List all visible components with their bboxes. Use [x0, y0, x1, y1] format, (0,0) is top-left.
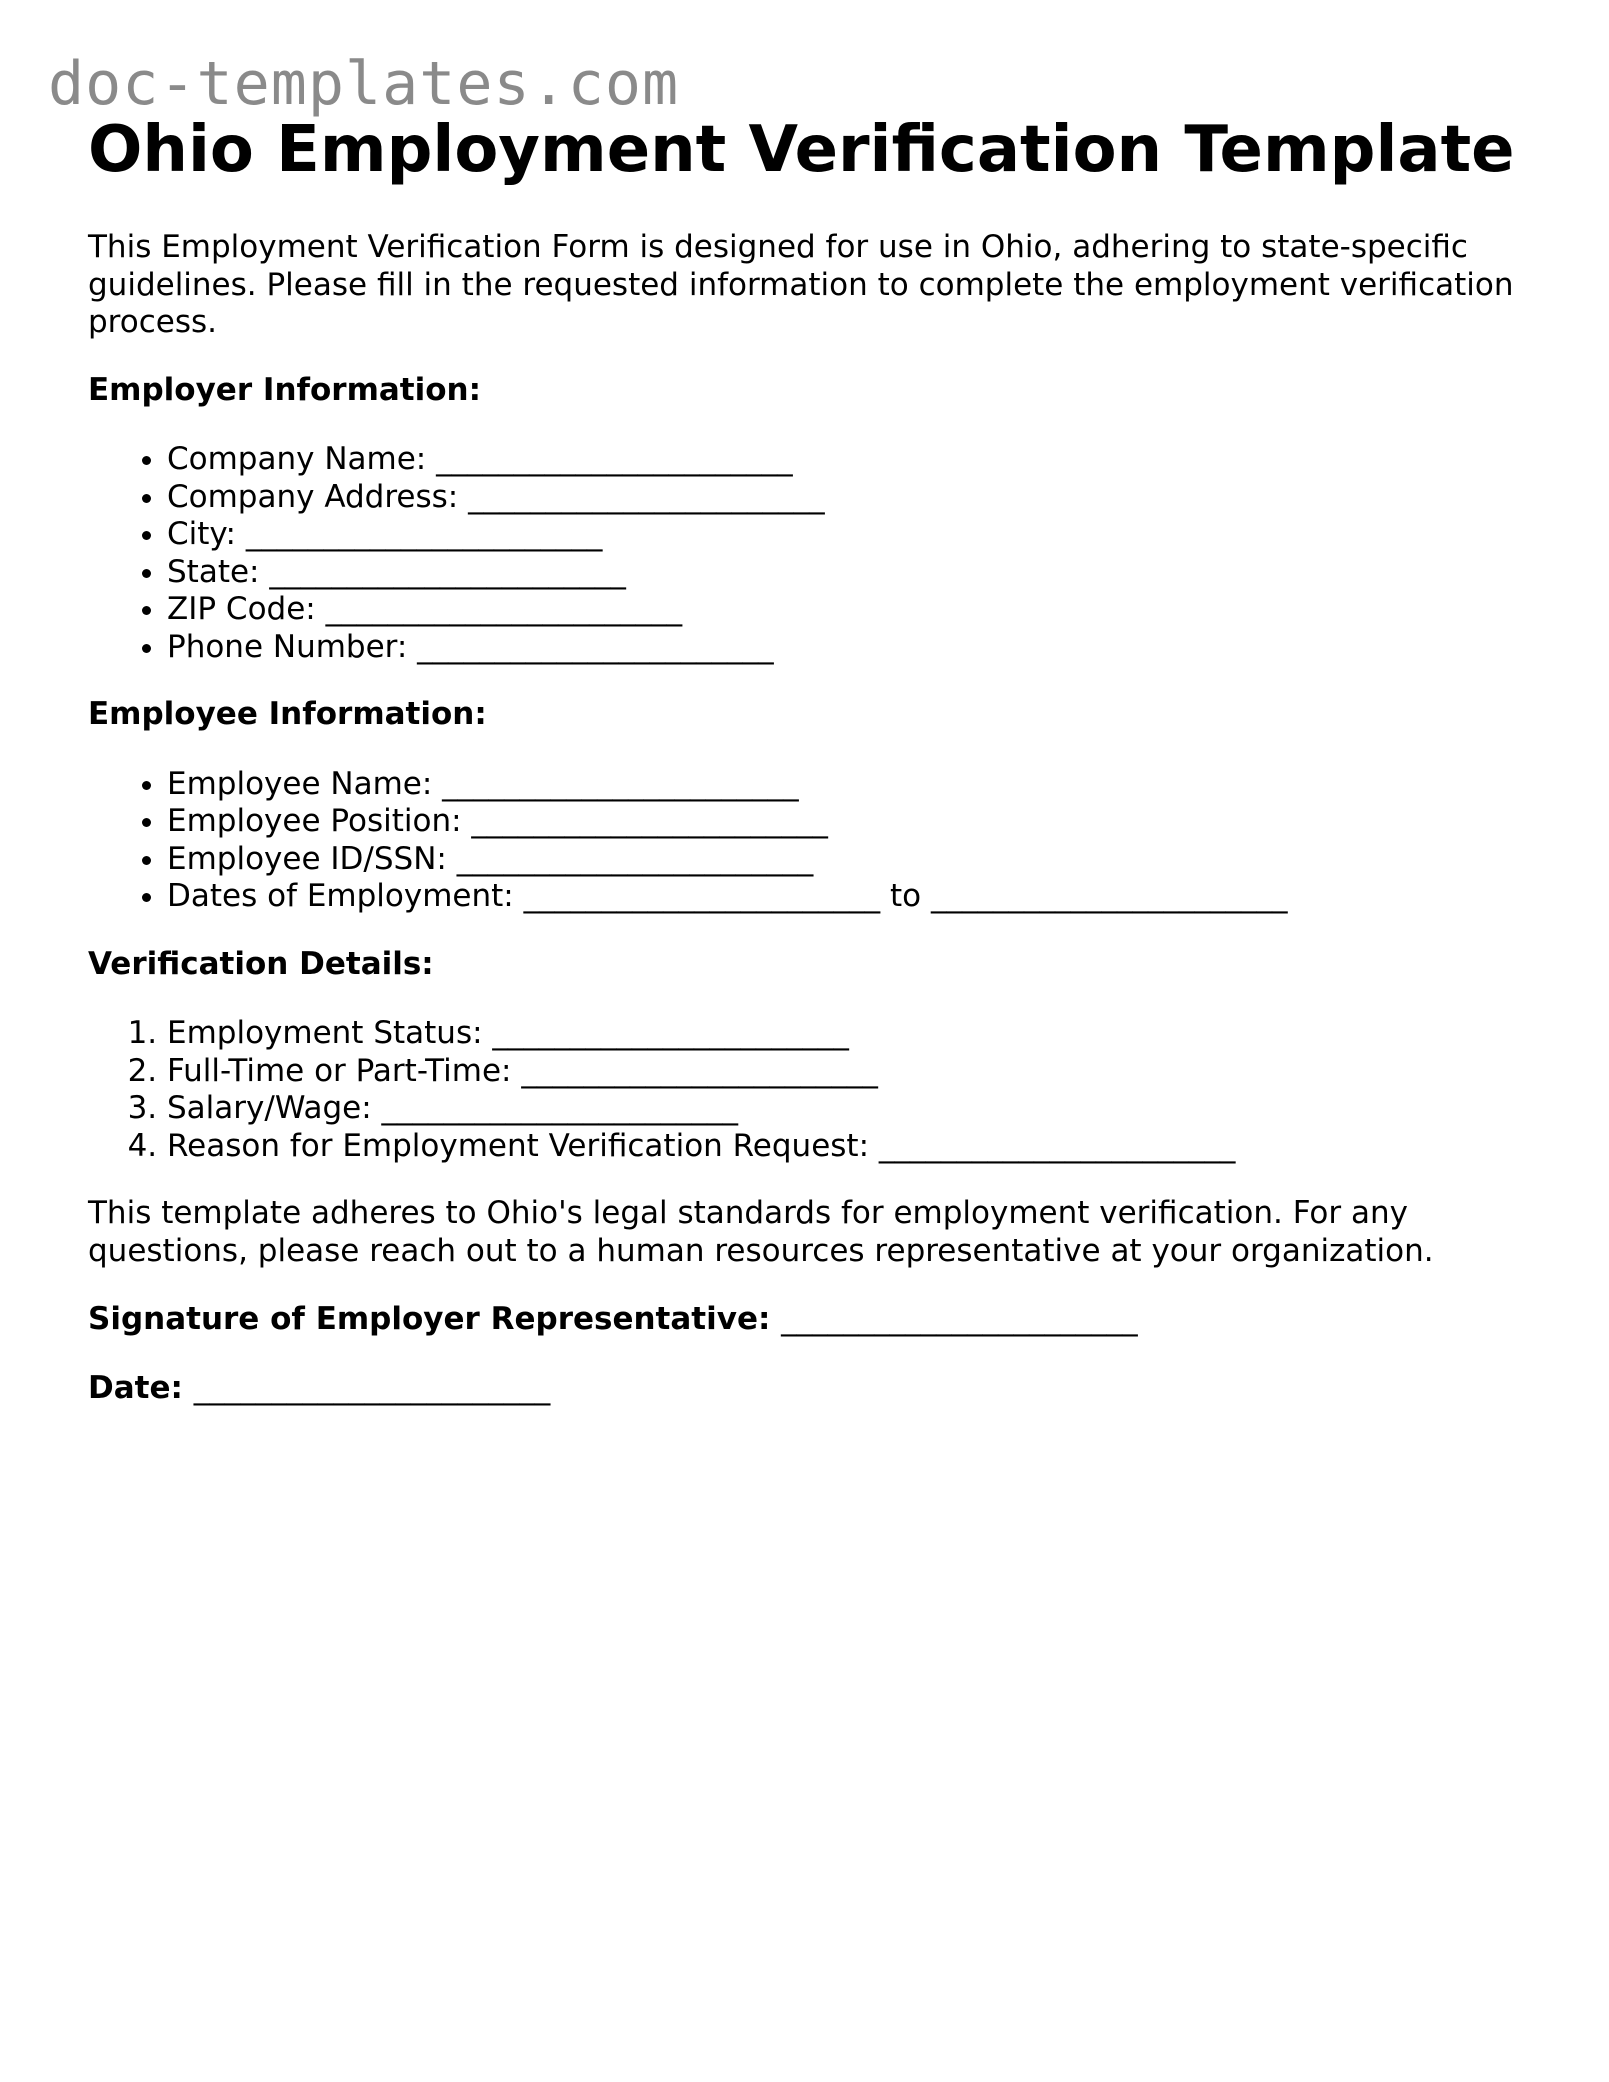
employer-heading: Employer Information:: [88, 371, 482, 408]
field-label: State:: [167, 553, 260, 590]
document-page: [88, 110, 1528, 1407]
page-title: Ohio Employment Verification Template: [88, 113, 1515, 187]
field-label: Phone Number:: [167, 628, 408, 665]
state-field[interactable]: [167, 554, 1528, 592]
employee-heading: Employee Information:: [88, 696, 487, 732]
employee-id-ssn-field[interactable]: [167, 841, 1528, 879]
field-label: ZIP Code:: [167, 591, 316, 627]
watermark: doc-templates.com: [48, 49, 680, 119]
blank-line-start[interactable]: _______________________: [523, 878, 881, 914]
signature-label: Signature of Employer Representative:: [88, 1301, 771, 1337]
blank-line-end[interactable]: _______________________: [930, 878, 1288, 914]
field-label: City:: [167, 516, 236, 552]
salary-wage-field[interactable]: [167, 1090, 1528, 1128]
blank-line[interactable]: _______________________: [193, 1369, 551, 1406]
fulltime-parttime-field[interactable]: [167, 1053, 1528, 1091]
company-name-field[interactable]: [167, 441, 1528, 479]
blank-line[interactable]: _______________________: [468, 478, 825, 515]
verification-heading: Verification Details:: [88, 945, 434, 982]
blank-line[interactable]: _______________________: [381, 1090, 739, 1126]
blank-line[interactable]: _______________________: [781, 1301, 1138, 1337]
date-field[interactable]: [88, 1370, 1528, 1408]
dates-to-label: to: [889, 878, 922, 914]
employer-field-list: [88, 441, 1528, 666]
blank-line[interactable]: _______________________: [245, 516, 603, 552]
blank-line[interactable]: _______________________: [325, 591, 683, 627]
blank-line[interactable]: _______________________: [521, 1052, 878, 1089]
blank-line[interactable]: _______________________: [436, 441, 793, 477]
field-label: Full-Time or Part-Time:: [167, 1052, 512, 1089]
blank-line[interactable]: _______________________: [456, 840, 814, 877]
field-label: Employee Name:: [167, 765, 433, 802]
zip-code-field[interactable]: [167, 591, 1528, 629]
city-field[interactable]: [167, 516, 1528, 554]
blank-line[interactable]: _______________________: [417, 628, 774, 665]
employment-status-field[interactable]: [167, 1015, 1528, 1053]
field-label: Company Address:: [167, 478, 459, 515]
field-label: Employee Position:: [167, 803, 462, 839]
field-label: Reason for Employment Verification Request:: [167, 1127, 870, 1164]
dates-of-employment-field[interactable]: [167, 878, 1528, 916]
blank-line[interactable]: _______________________: [471, 803, 828, 839]
blank-line[interactable]: _______________________: [492, 1015, 849, 1051]
verification-field-list: [88, 1015, 1528, 1165]
employee-name-field[interactable]: [167, 766, 1528, 804]
employee-position-field[interactable]: [167, 803, 1528, 841]
phone-number-field[interactable]: [167, 629, 1528, 667]
blank-line[interactable]: _______________________: [442, 765, 799, 802]
field-label: Dates of Employment:: [167, 878, 514, 914]
signature-field[interactable]: [88, 1301, 1528, 1339]
company-address-field[interactable]: [167, 479, 1528, 517]
field-label: Employee ID/SSN:: [167, 840, 447, 877]
intro-paragraph: This Employment Verification Form is designed for use in Ohio, adhering to state-specific guidelines. Please fill in the requested information to complete the employment verification process.: [88, 229, 1514, 340]
field-label: Salary/Wage:: [167, 1090, 372, 1126]
reason-field[interactable]: [167, 1128, 1528, 1166]
field-label: Employment Status:: [167, 1015, 483, 1051]
blank-line[interactable]: _______________________: [269, 553, 626, 590]
employee-field-list: [88, 766, 1528, 916]
field-label: Company Name:: [167, 441, 427, 477]
blank-line[interactable]: _______________________: [878, 1127, 1236, 1164]
date-label: Date:: [88, 1369, 183, 1406]
closing-paragraph: This template adheres to Ohio's legal standards for employment verification. For any questions, please reach out to a human resources representative at your organization.: [88, 1195, 1434, 1269]
